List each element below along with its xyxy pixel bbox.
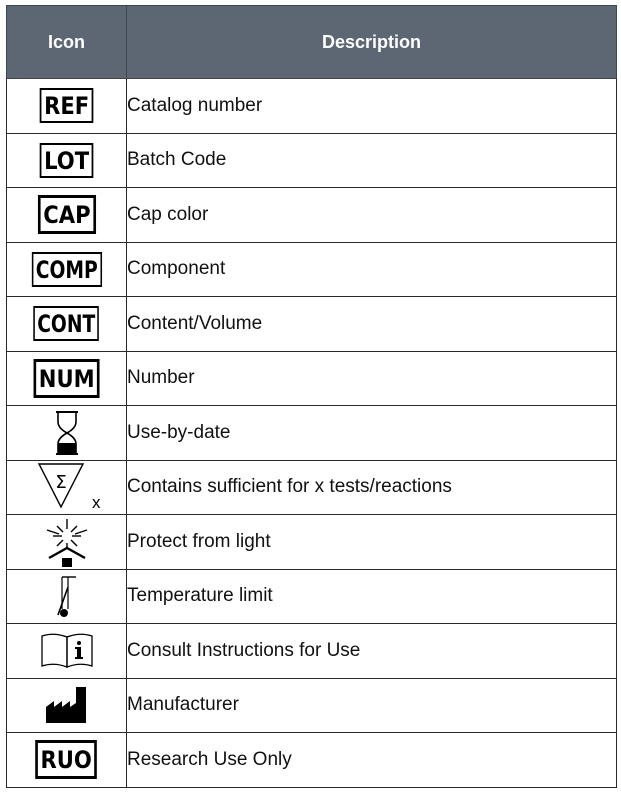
row-description: Manufacturer [127, 678, 617, 733]
table-row [7, 569, 617, 624]
table-row [7, 460, 617, 515]
row-description: Batch Code [127, 133, 617, 188]
table-row [7, 297, 617, 352]
open-book-info-icon [39, 631, 95, 671]
symbol-legend-table [6, 5, 617, 788]
header-row [7, 6, 617, 79]
row-description: Component [127, 242, 617, 297]
row-description: Consult Instructions for Use [127, 624, 617, 679]
description-column-header: Description [127, 6, 617, 79]
row-description: Use-by-date [127, 406, 617, 461]
row-description: Cap color [127, 188, 617, 243]
svg-text:Σ: Σ [54, 472, 67, 494]
cont-box-icon: CONT [34, 306, 100, 341]
table-row [7, 188, 617, 243]
table-row [7, 733, 617, 788]
sigma-triangle-icon [25, 461, 109, 513]
table-row [7, 678, 617, 733]
row-description: Research Use Only [127, 733, 617, 788]
num-box-icon: NUM [33, 359, 99, 398]
cap-box-icon: CAP [38, 195, 96, 234]
table-row [7, 515, 617, 570]
row-description: Number [127, 351, 617, 406]
table-row [7, 624, 617, 679]
icon-column-header: Icon [7, 6, 127, 79]
row-description: Temperature limit [127, 569, 617, 624]
table-row [7, 351, 617, 406]
hourglass-icon [52, 410, 82, 456]
protect-from-light-icon [37, 516, 97, 568]
row-description: Protect from light [127, 515, 617, 570]
table-row [7, 242, 617, 297]
row-description: Catalog number [127, 79, 617, 134]
sigma-x-mark: x [91, 493, 100, 513]
table-row [7, 79, 617, 134]
table-row [7, 406, 617, 461]
ruo-box-icon: RUO [36, 740, 98, 779]
comp-box-icon: COMP [32, 252, 102, 287]
thermometer-icon [52, 573, 82, 619]
row-description: Contains sufficient for x tests/reactions [127, 460, 617, 515]
lot-box-icon: LOT [40, 143, 94, 178]
ref-box-icon: REF [40, 88, 94, 123]
table-row [7, 133, 617, 188]
row-description: Content/Volume [127, 297, 617, 352]
factory-icon [44, 685, 90, 725]
